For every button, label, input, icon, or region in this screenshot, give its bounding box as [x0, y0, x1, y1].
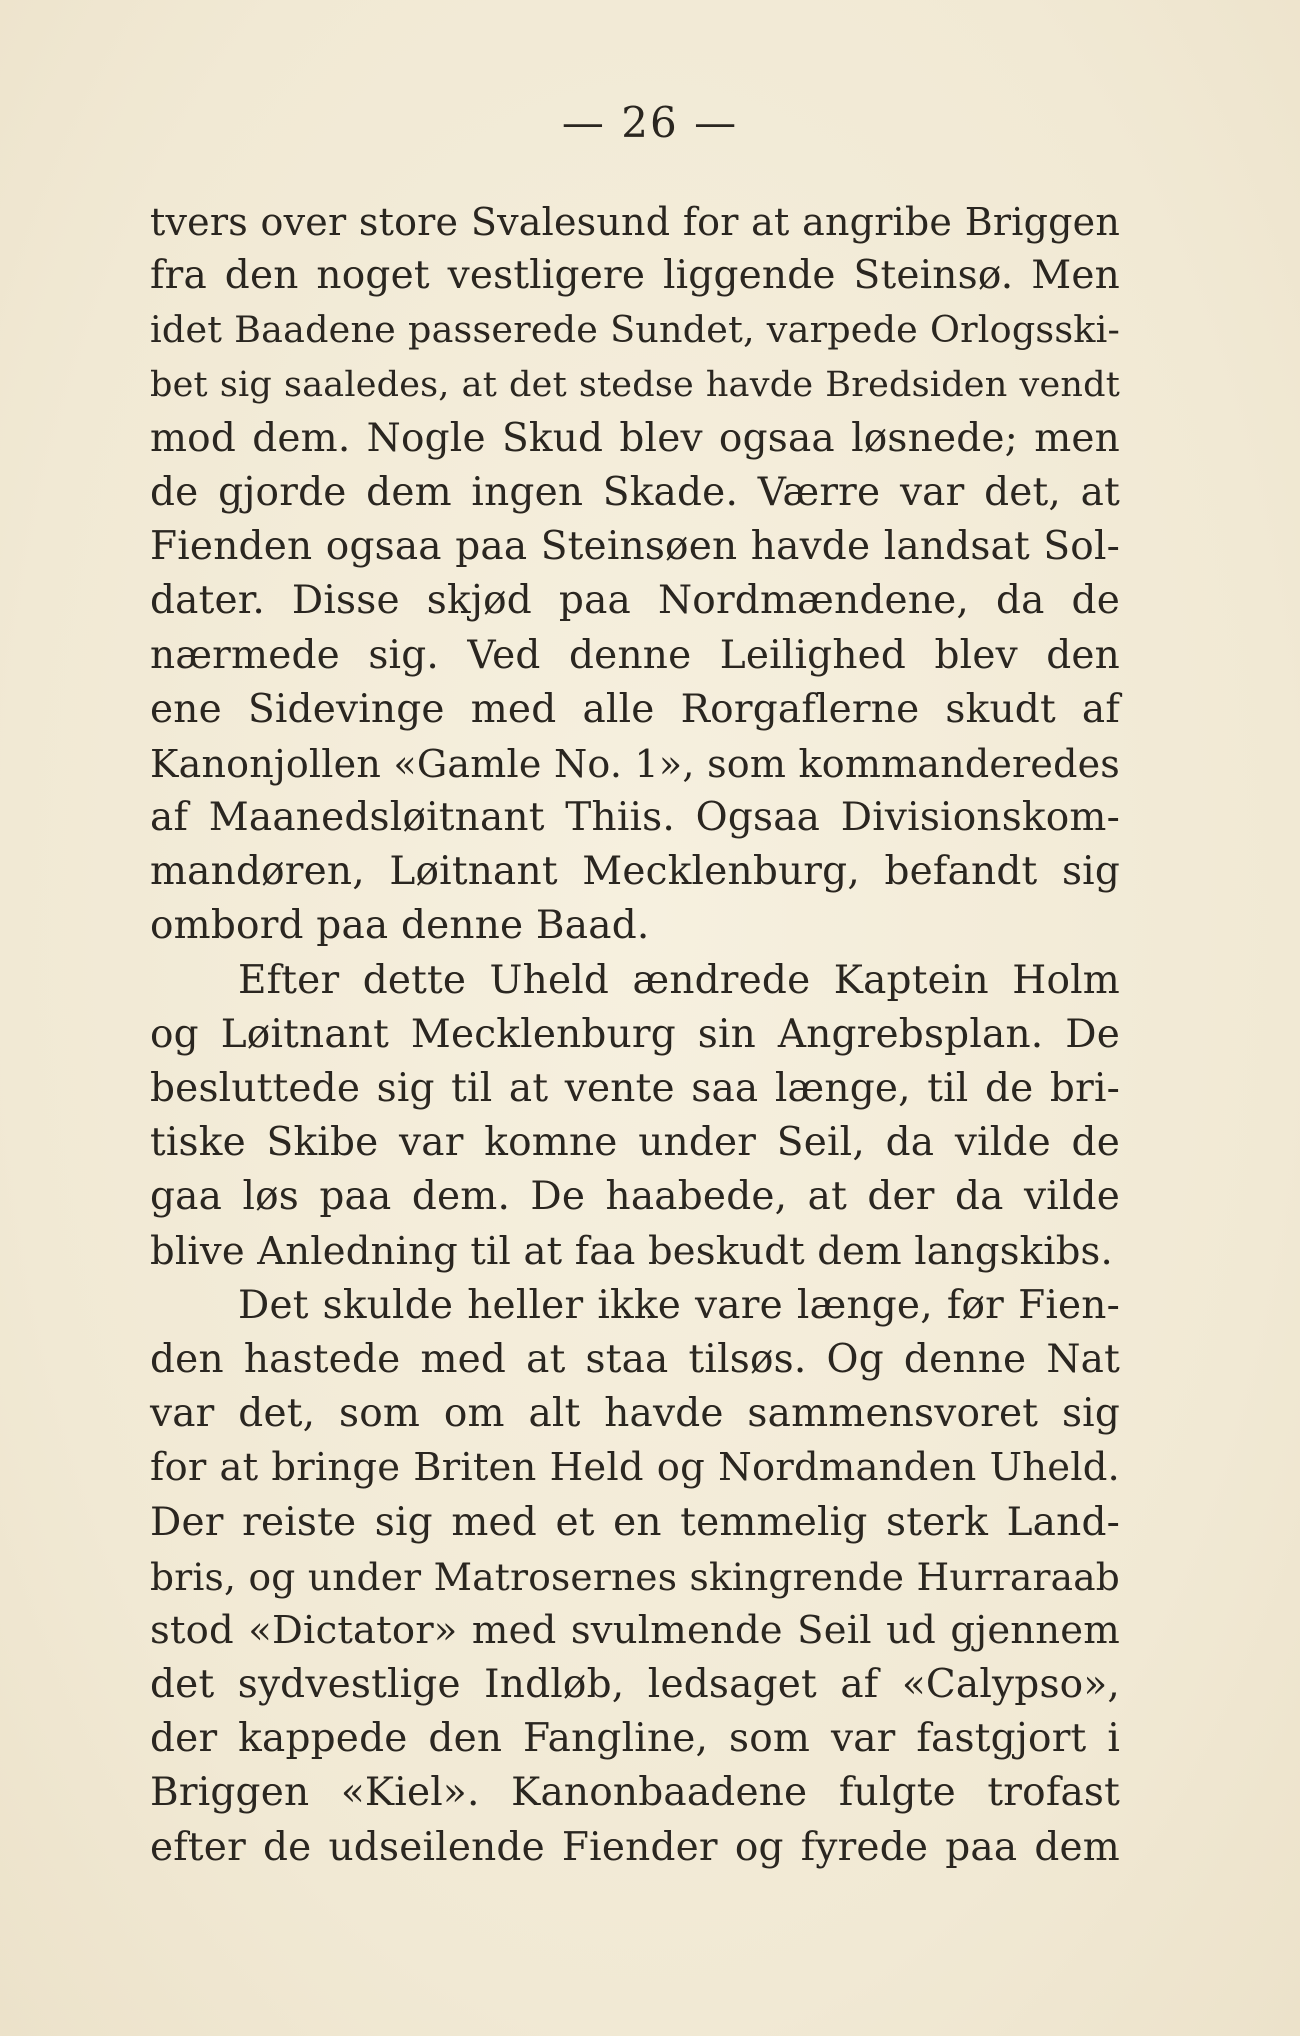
text-line: bris, og under Matrosernes skingrende Hurraraab [150, 1554, 1120, 1599]
text-line: tvers over store Svalesund for at angribe Briggen [150, 200, 1120, 244]
text-line: bet sig saaledes, at det stedse havde Bredsiden vendt [150, 364, 1120, 405]
text-line: dater. Disse skjød paa Nordmændene, da de [150, 578, 1120, 624]
text-line: af Maanedsløitnant Thiis. Ogsaa Divisionskom- [150, 795, 1120, 841]
text-line: blive Anledning til at faa beskudt dem langskibs. [150, 1228, 1113, 1274]
page-number: — 26 — [561, 98, 739, 147]
text-line: stod «Dictator» med svulmende Seil ud gjennem [150, 1607, 1120, 1653]
text-line: ene Sidevinge med alle Rorgaflerne skudt af [150, 686, 1120, 732]
text-line: nærmede sig. Ved denne Leilighed blev den [150, 632, 1120, 678]
text-line: Fienden ogsaa paa Steinsøen havde landsat Sol- [150, 524, 1120, 570]
text-line: idet Baadene passerede Sundet, varpede Orlogsski- [150, 308, 1120, 352]
text-line: Kanonjollen «Gamle No. 1», som kommanderedes [150, 741, 1120, 786]
text-line: og Løitnant Mecklenburg sin Angrebsplan. De [150, 1011, 1120, 1057]
text-line: gaa løs paa dem. De haabede, at der da vilde [150, 1174, 1120, 1220]
text-line: for at bringe Briten Held og Nordmanden Uheld. [150, 1445, 1120, 1491]
text-line: det sydvestlige Indløb, ledsaget af «Calypso», [150, 1662, 1120, 1708]
text-line: Der reiste sig med et en temmelig sterk Land- [150, 1499, 1120, 1545]
text-line: efter de udseilende Fiender og fyrede paa dem [150, 1824, 1120, 1870]
text-line: Det skulde heller ikke vare længe, før Fien- [238, 1282, 1120, 1328]
text-line: ombord paa denne Baad. [150, 903, 650, 949]
text-line: Briggen «Kiel». Kanonbaadene fulgte trofast [150, 1770, 1120, 1816]
text-line: tiske Skibe var komne under Seil, da vilde de [150, 1120, 1120, 1166]
text-line: den hastede med at staa tilsøs. Og denne Nat [150, 1336, 1120, 1382]
paragraph-2 [150, 954, 1120, 1279]
text-line: de gjorde dem ingen Skade. Værre var det, at [150, 469, 1120, 515]
text-line: mod dem. Nogle Skud blev ogsaa løsnede; men [150, 415, 1120, 461]
text-line: Efter dette Uheld ændrede Kaptein Holm [238, 957, 1120, 1003]
text-line: mandøren, Løitnant Mecklenburg, befandt sig [150, 849, 1120, 895]
text-line: fra den noget vestligere liggende Steinsø. Men [150, 253, 1120, 299]
paragraph-1 [150, 195, 1120, 954]
text-line: var det, som om alt havde sammensvoret sig [150, 1391, 1120, 1437]
body-text [150, 195, 1120, 1875]
paragraph-3 [150, 1279, 1120, 1875]
text-line: besluttede sig til at vente saa længe, til de bri- [150, 1066, 1120, 1111]
text-line: der kappede den Fangline, som var fastgjort i [150, 1716, 1120, 1762]
